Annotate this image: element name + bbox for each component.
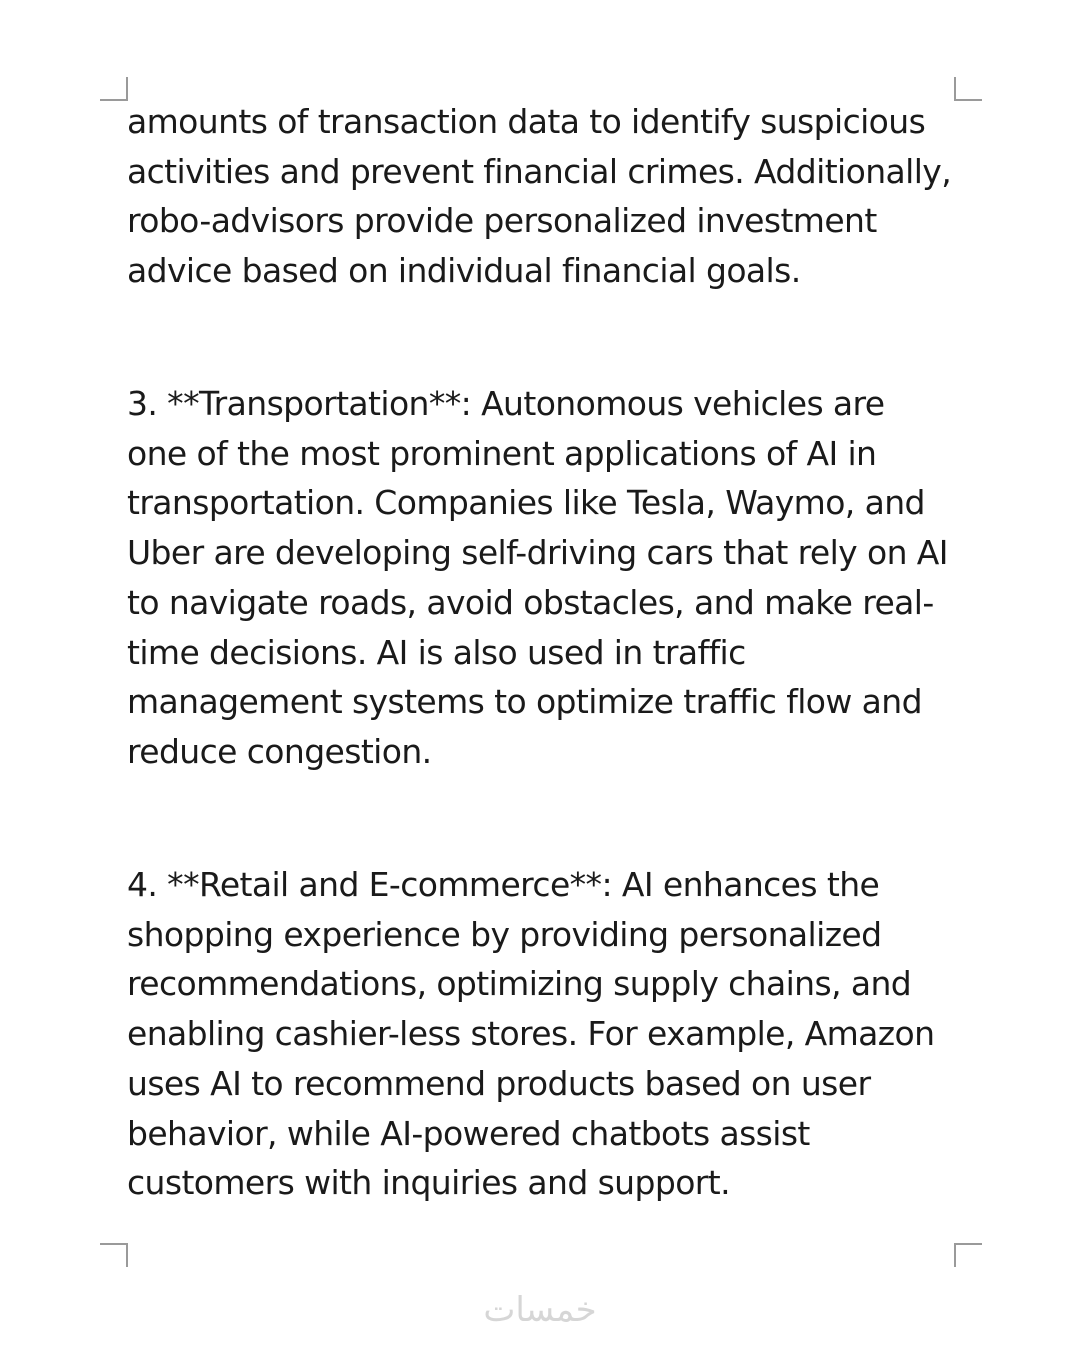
- top-left-margin-mark: [100, 77, 128, 101]
- paragraph-retail-ecommerce: 4. **Retail and E-commerce**: AI enhances the shopping experience by providing personalized recommendations, optimizing supply chains, and enabling cashier-less stores. For example, Amazon uses AI to recommend products based on user behavior, while AI-powered chatbots assist customers with inquiries and support.: [127, 865, 935, 1203]
- bottom-left-margin-mark: [100, 1243, 128, 1267]
- watermark-logo: خمسات: [483, 1290, 597, 1330]
- top-right-margin-mark: [954, 77, 982, 101]
- paragraph-transportation: 3. **Transportation**: Autonomous vehicles are one of the most prominent applications of AI in transportation. Companies like Tesla, Waymo, and Uber are developing self-driving cars that rely on AI to navigate roads, avoid obstacles, and make real- time decisions. AI is also used in traffic management systems to optimize traffic flow and reduce congestion.: [127, 384, 948, 771]
- bottom-right-margin-mark: [954, 1243, 982, 1267]
- paragraph-finance-continued: amounts of transaction data to identify suspicious activities and prevent financial crimes. Additionally, robo-advisors provide personalized investment advice based on individual financial goals.: [127, 102, 952, 291]
